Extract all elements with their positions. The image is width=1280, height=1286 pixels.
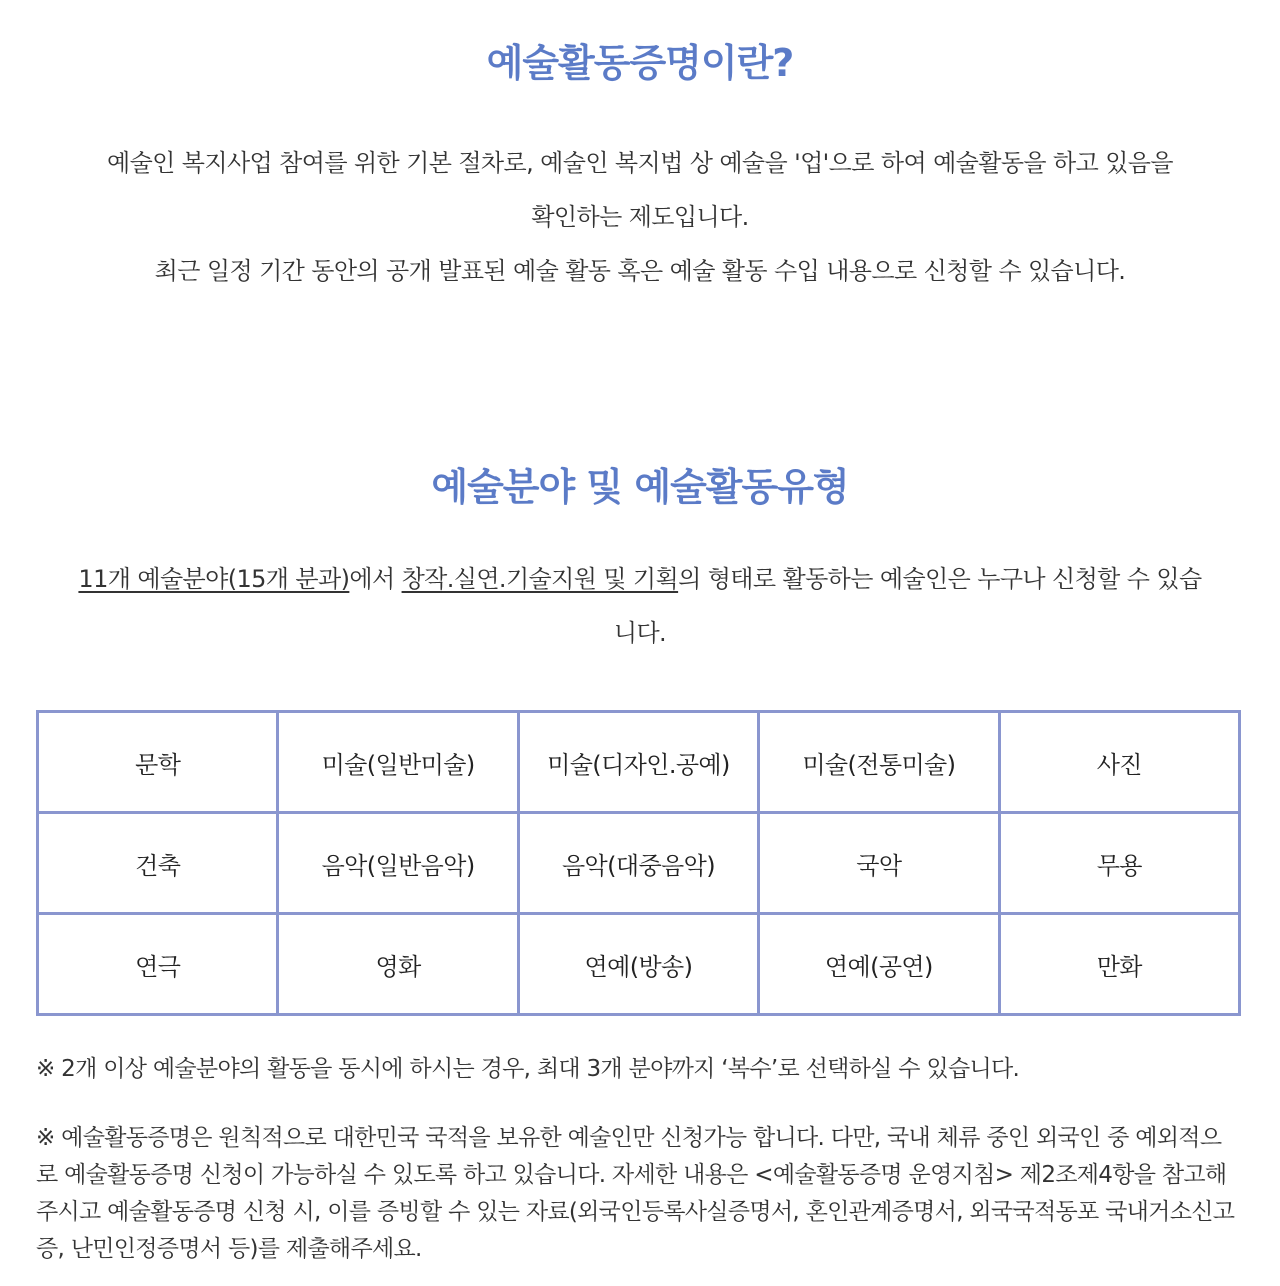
table-row: [38, 914, 1240, 1015]
table-cell: 무용: [999, 813, 1239, 914]
table-cell: 영화: [278, 914, 518, 1015]
table-cell: 사진: [999, 712, 1239, 813]
table-cell: 미술(디자인.공예): [518, 712, 758, 813]
table-cell: 국악: [759, 813, 999, 914]
art-fields-description: [70, 552, 1210, 660]
note-foreigner-eligibility: ※ 예술활동증명은 원칙적으로 대한민국 국적을 보유한 예술인만 신청가능 합니다. 다만, 국내 체류 중인 외국인 중 예외적으로 예술활동증명 신청이 가능하실 수 있도록 하고 있습니다. 자세한 내용은 <예술활동증명 운영지침> 제2조제4항을 참고해주시고 예술활동증명 신청 시, 이를 증빙할 수 있는 자료(외국인등록사실증명서, 혼인관계증명서, 외국국적동포 국내거소신고증, 난민인정증명서 등)를 제출해주세요.: [36, 1125, 1235, 1262]
intro-paragraph: [70, 136, 1210, 298]
art-fields-table: [36, 710, 1241, 1016]
note-multiple-fields: ※ 2개 이상 예술분야의 활동을 동시에 하시는 경우, 최대 3개 분야까지 ‘복수’로 선택하실 수 있습니다.: [36, 1056, 1020, 1082]
table-cell: 미술(전통미술): [759, 712, 999, 813]
table-cell: 연극: [38, 914, 278, 1015]
section-title-art-activity-certification: 예술활동증명이란?: [486, 41, 794, 85]
intro-line-2: 확인하는 제도입니다.: [531, 203, 749, 231]
activity-types-text: 창작.실연.기술지원 및 기획: [401, 565, 679, 593]
table-cell: 연예(방송): [518, 914, 758, 1015]
table-cell: 만화: [999, 914, 1239, 1015]
section-title-art-fields-and-types: 예술분야 및 예술활동유형: [431, 465, 849, 509]
table-cell: 음악(대중음악): [518, 813, 758, 914]
desc-tail-text: 의 형태로 활동하는 예술인은 누구나 신청할 수 있습니다.: [613, 565, 1202, 647]
intro-line-3: 최근 일정 기간 동안의 공개 발표된 예술 활동 혹은 예술 활동 수입 내용으로 신청할 수 있습니다.: [154, 257, 1126, 285]
table-row: [38, 712, 1240, 813]
table-cell: 음악(일반음악): [278, 813, 518, 914]
table-row: [38, 813, 1240, 914]
table-cell: 미술(일반미술): [278, 712, 518, 813]
intro-line-1: 예술인 복지사업 참여를 위한 기본 절차로, 예술인 복지법 상 예술을 '업'으로 하여 예술활동을 하고 있음을: [107, 149, 1173, 177]
desc-connector-text: 에서: [349, 565, 402, 593]
table-cell: 문학: [38, 712, 278, 813]
table-cell: 건축: [38, 813, 278, 914]
table-cell: 연예(공연): [759, 914, 999, 1015]
art-fields-count-text: 11개 예술분야(15개 분과): [78, 565, 350, 593]
